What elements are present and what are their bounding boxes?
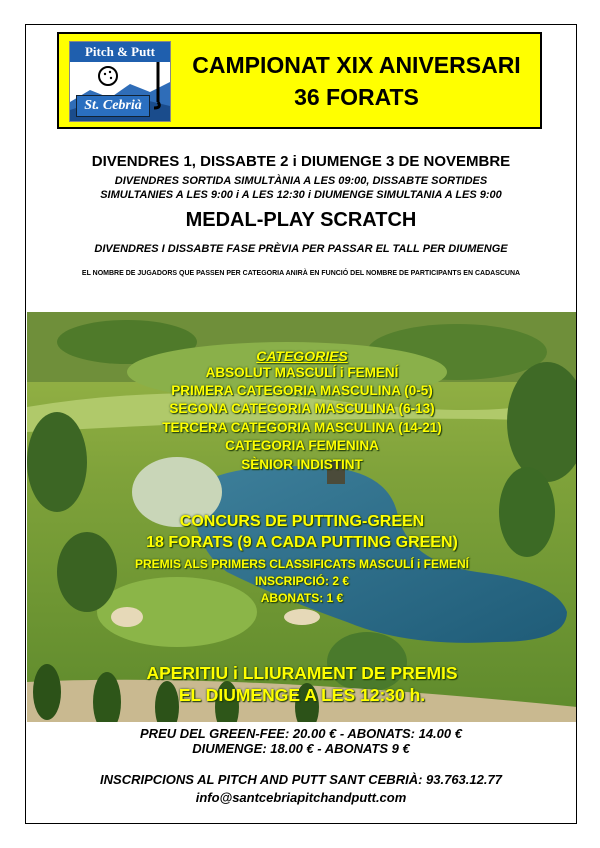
start-schedule: [26, 174, 576, 202]
awards-line-1: APERITIU i LLIURAMENT DE PREMIS: [146, 663, 458, 683]
qualifying-phase: DIVENDRES I DISSABTE FASE PRÈVIA PER PASSAR EL TALL PER DIUMENGE: [94, 243, 508, 255]
putting-title-1: CONCURS DE PUTTING-GREEN: [179, 513, 425, 530]
category-item: CATEGORIA FEMENINA: [225, 438, 379, 453]
schedule-line-2: SIMULTANIES A LES 9:00 i A LES 12:30 i DIUMENGE SIMULTANIA A LES 9:00: [100, 189, 502, 201]
schedule-line-1: DIVENDRES SORTIDA SIMULTÀNIA A LES 09:00, DISSABTE SORTIDES: [114, 175, 488, 187]
awards-line-2: EL DIUMENGE A LES 12:30 h.: [178, 685, 426, 705]
format-heading: MEDAL-PLAY SCRATCH: [185, 209, 417, 231]
putting-prizes: PREMIS ALS PRIMERS CLASSIFICATS MASCULÍ i FEMENÍ: [134, 557, 469, 571]
logo-name-text: St. Cebrià: [76, 95, 150, 117]
category-item: TERCERA CATEGORIA MASCULINA (14-21): [162, 420, 442, 435]
logo-top-text: Pitch & Putt: [70, 42, 170, 62]
putting-title-2: 18 FORATS (9 A CADA PUTTING GREEN): [146, 534, 458, 551]
cut-note: EL NOMBRE DE JUGADORS QUE PASSEN PER CATEGORIA ANIRÀ EN FUNCIÓ DEL NOMBRE DE PARTICIPANTS EN CADASCUNA: [81, 270, 521, 277]
event-dates: DIVENDRES 1, DISSABTE 2 i DIUMENGE 3 DE NOVEMBRE: [91, 153, 511, 170]
inscriptions-phone: INSCRIPCIONS AL PITCH AND PUTT SANT CEBRIÀ: 93.763.12.77: [100, 772, 502, 787]
contact-email: info@santcebriapitchandputt.com: [195, 790, 407, 805]
category-item: PRIMERA CATEGORIA MASCULINA (0-5): [171, 383, 433, 398]
category-item: SEGONA CATEGORIA MASCULINA (6-13): [169, 401, 435, 416]
poster: [25, 24, 577, 824]
putting-members-fee: ABONATS: 1 €: [260, 591, 344, 605]
title-line-1: CAMPIONAT XIX ANIVERSARI: [192, 52, 521, 78]
putting-fee: INSCRIPCIÓ: 2 €: [254, 574, 350, 588]
categories-title: CATEGORIES: [256, 348, 348, 364]
green-fee-price: PREU DEL GREEN-FEE: 20.00 € - ABONATS: 14.00 €: [140, 726, 462, 741]
sunday-price: DIUMENGE: 18.00 € - ABONATS 9 €: [192, 741, 410, 756]
title-banner: [57, 32, 542, 129]
golf-course-photo: [27, 312, 577, 722]
category-item: ABSOLUT MASCULÍ i FEMENÍ: [205, 365, 399, 380]
category-item: SÈNIOR INDISTINT: [241, 457, 363, 472]
title-line-2: 36 FORATS: [294, 84, 419, 110]
club-logo: [69, 41, 171, 122]
